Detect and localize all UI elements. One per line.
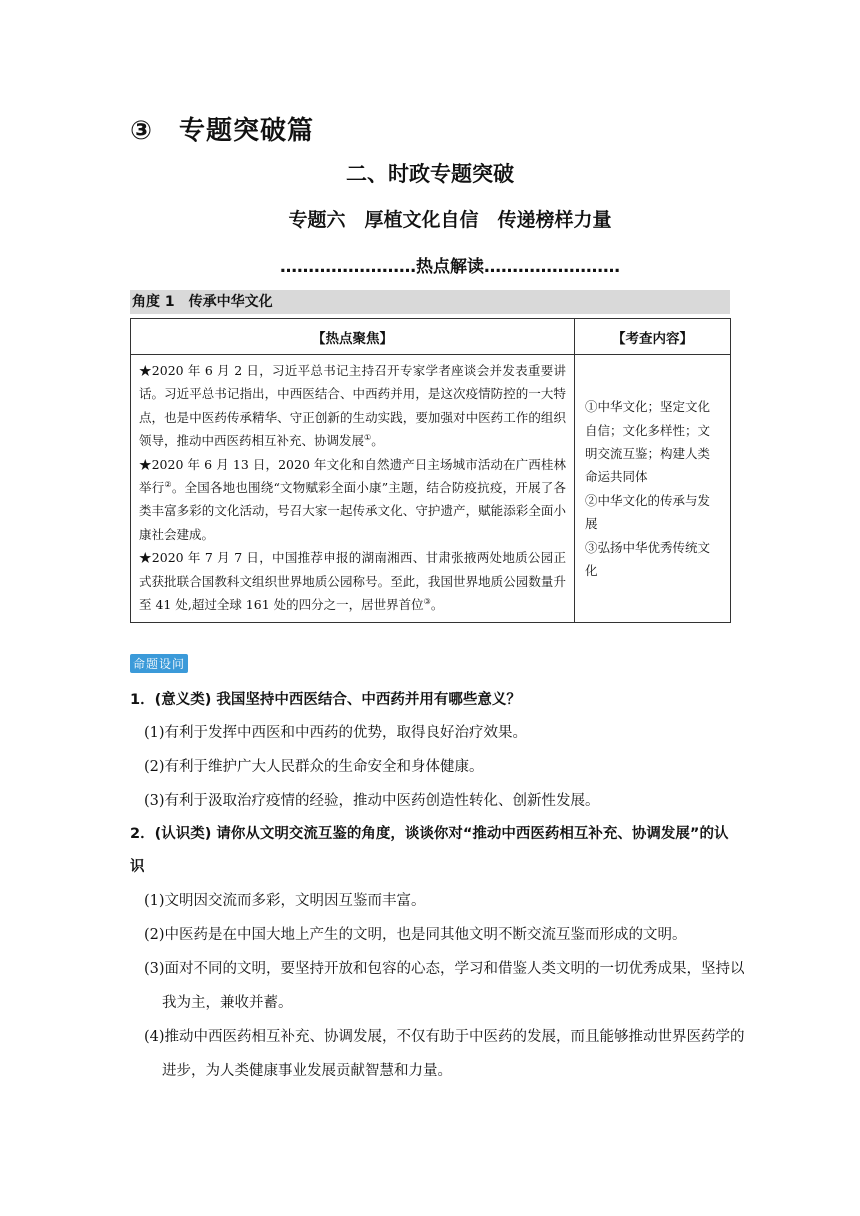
hot-focus-cell <box>131 355 575 623</box>
section-title <box>130 110 314 147</box>
footnote-mark: ② <box>164 479 172 489</box>
topic-title-text: 专题六 厚植文化自信 传递榜样力量 <box>288 209 612 231</box>
hot-item-text: ★2020 年 7 月 7 日，中国推荐申报的湖南湘西、甘肃张掖两处地质公园正式获批联合国教科文组织世界地质公园称号。至此，我国世界地质公园数量升至 41 处,超过全球 161 处的四分之一，居世界首位 <box>139 550 566 613</box>
hot-item <box>139 546 566 616</box>
chapter-title <box>0 158 860 188</box>
answer-item: (3)有利于汲取治疗疫情的经验，推动中医药创造性转化、创新性发展。 <box>144 793 600 809</box>
answer-item: (1)有利于发挥中西医和中西药的优势，取得良好治疗效果。 <box>144 725 528 741</box>
section-number: ③ <box>130 116 154 146</box>
question-badge: 命题设问 <box>130 654 188 673</box>
hot-item-text: ★2020 年 6 月 2 日，习近平总书记主持召开专家学者座谈会并发表重要讲话。习近平总书记指出，中西医结合、中西药并用，是这次疫情防控的一大特点，也是中医药传承精华、守正创新的生动实践，要加强对中医药工作的组织领导，推动中西医药相互补充、协调发展 <box>139 363 566 449</box>
hot-item <box>139 359 566 453</box>
exam-item: ②中华文化的传承与发展 <box>585 492 711 532</box>
question-1: 1．(意义类) 我国坚持中西医结合、中西药并用有哪些意义？ <box>130 692 521 708</box>
hot-item-text: ★2020 年 6 月 13 日，2020 年文化和自然遗产日主场城市活动在广西桂林举行 <box>139 456 566 496</box>
hot-item-tail: 。 <box>371 433 384 449</box>
answer-item: (2)有利于维护广大人民群众的生命安全和身体健康。 <box>144 759 484 775</box>
table-row <box>131 355 731 623</box>
table-header-focus: 【热点聚焦】 <box>131 319 575 355</box>
hot-item-tail: 。全国各地也围绕“文物赋彩全面小康”主题，结合防疫抗疫，开展了各类丰富多彩的文化活动，号召大家一起传承文化、守护遗产，赋能添彩全面小康社会建成。 <box>139 480 566 542</box>
angle-heading: 角度 1 传承中华文化 <box>132 294 273 310</box>
hot-item-tail: 。 <box>430 597 444 613</box>
angle-heading-bar <box>130 290 730 314</box>
footnote-mark: ③ <box>423 596 431 606</box>
hot-topic-table <box>130 318 731 623</box>
table-header-exam: 【考查内容】 <box>575 319 731 355</box>
answer-item: (1)文明因交流而多彩，文明因互鉴而丰富。 <box>144 893 426 909</box>
exam-content-cell <box>575 355 731 623</box>
footnote-mark: ① <box>364 433 372 443</box>
answer-item: (4)推动中西医药相互补充、协调发展，不仅有助于中医药的发展，而且能够推动世界医药学的进步，为人类健康事业发展贡献智慧和力量。 <box>144 1029 745 1079</box>
exam-item: ③弘扬中华优秀传统文化 <box>585 539 711 578</box>
chapter-title-text: 二、时政专题突破 <box>346 162 514 186</box>
answer-item: (2)中医药是在中国大地上产生的文明，也是同其他文明不断交流互鉴而形成的文明。 <box>144 927 687 943</box>
hot-reading-text: ……………………热点解读…………………… <box>280 257 620 277</box>
hot-item <box>139 453 566 547</box>
question-2: 2．(认识类) 请你从文明交流互鉴的角度，谈谈你对“推动中西医药相互补充、协调发展”的认识 <box>130 826 729 875</box>
section-name: 专题突破篇 <box>179 116 315 146</box>
answer-item: (3)面对不同的文明，要坚持开放和包容的心态，学习和借鉴人类文明的一切优秀成果，坚持以我为主，兼收并蓄。 <box>144 961 745 1011</box>
table-header-row <box>131 319 731 355</box>
hot-reading-title <box>0 252 860 277</box>
topic-title <box>0 205 860 232</box>
exam-item: ①中华文化；坚定文化自信；文化多样性；文明交流互鉴；构建人类命运共同体 <box>585 399 711 485</box>
